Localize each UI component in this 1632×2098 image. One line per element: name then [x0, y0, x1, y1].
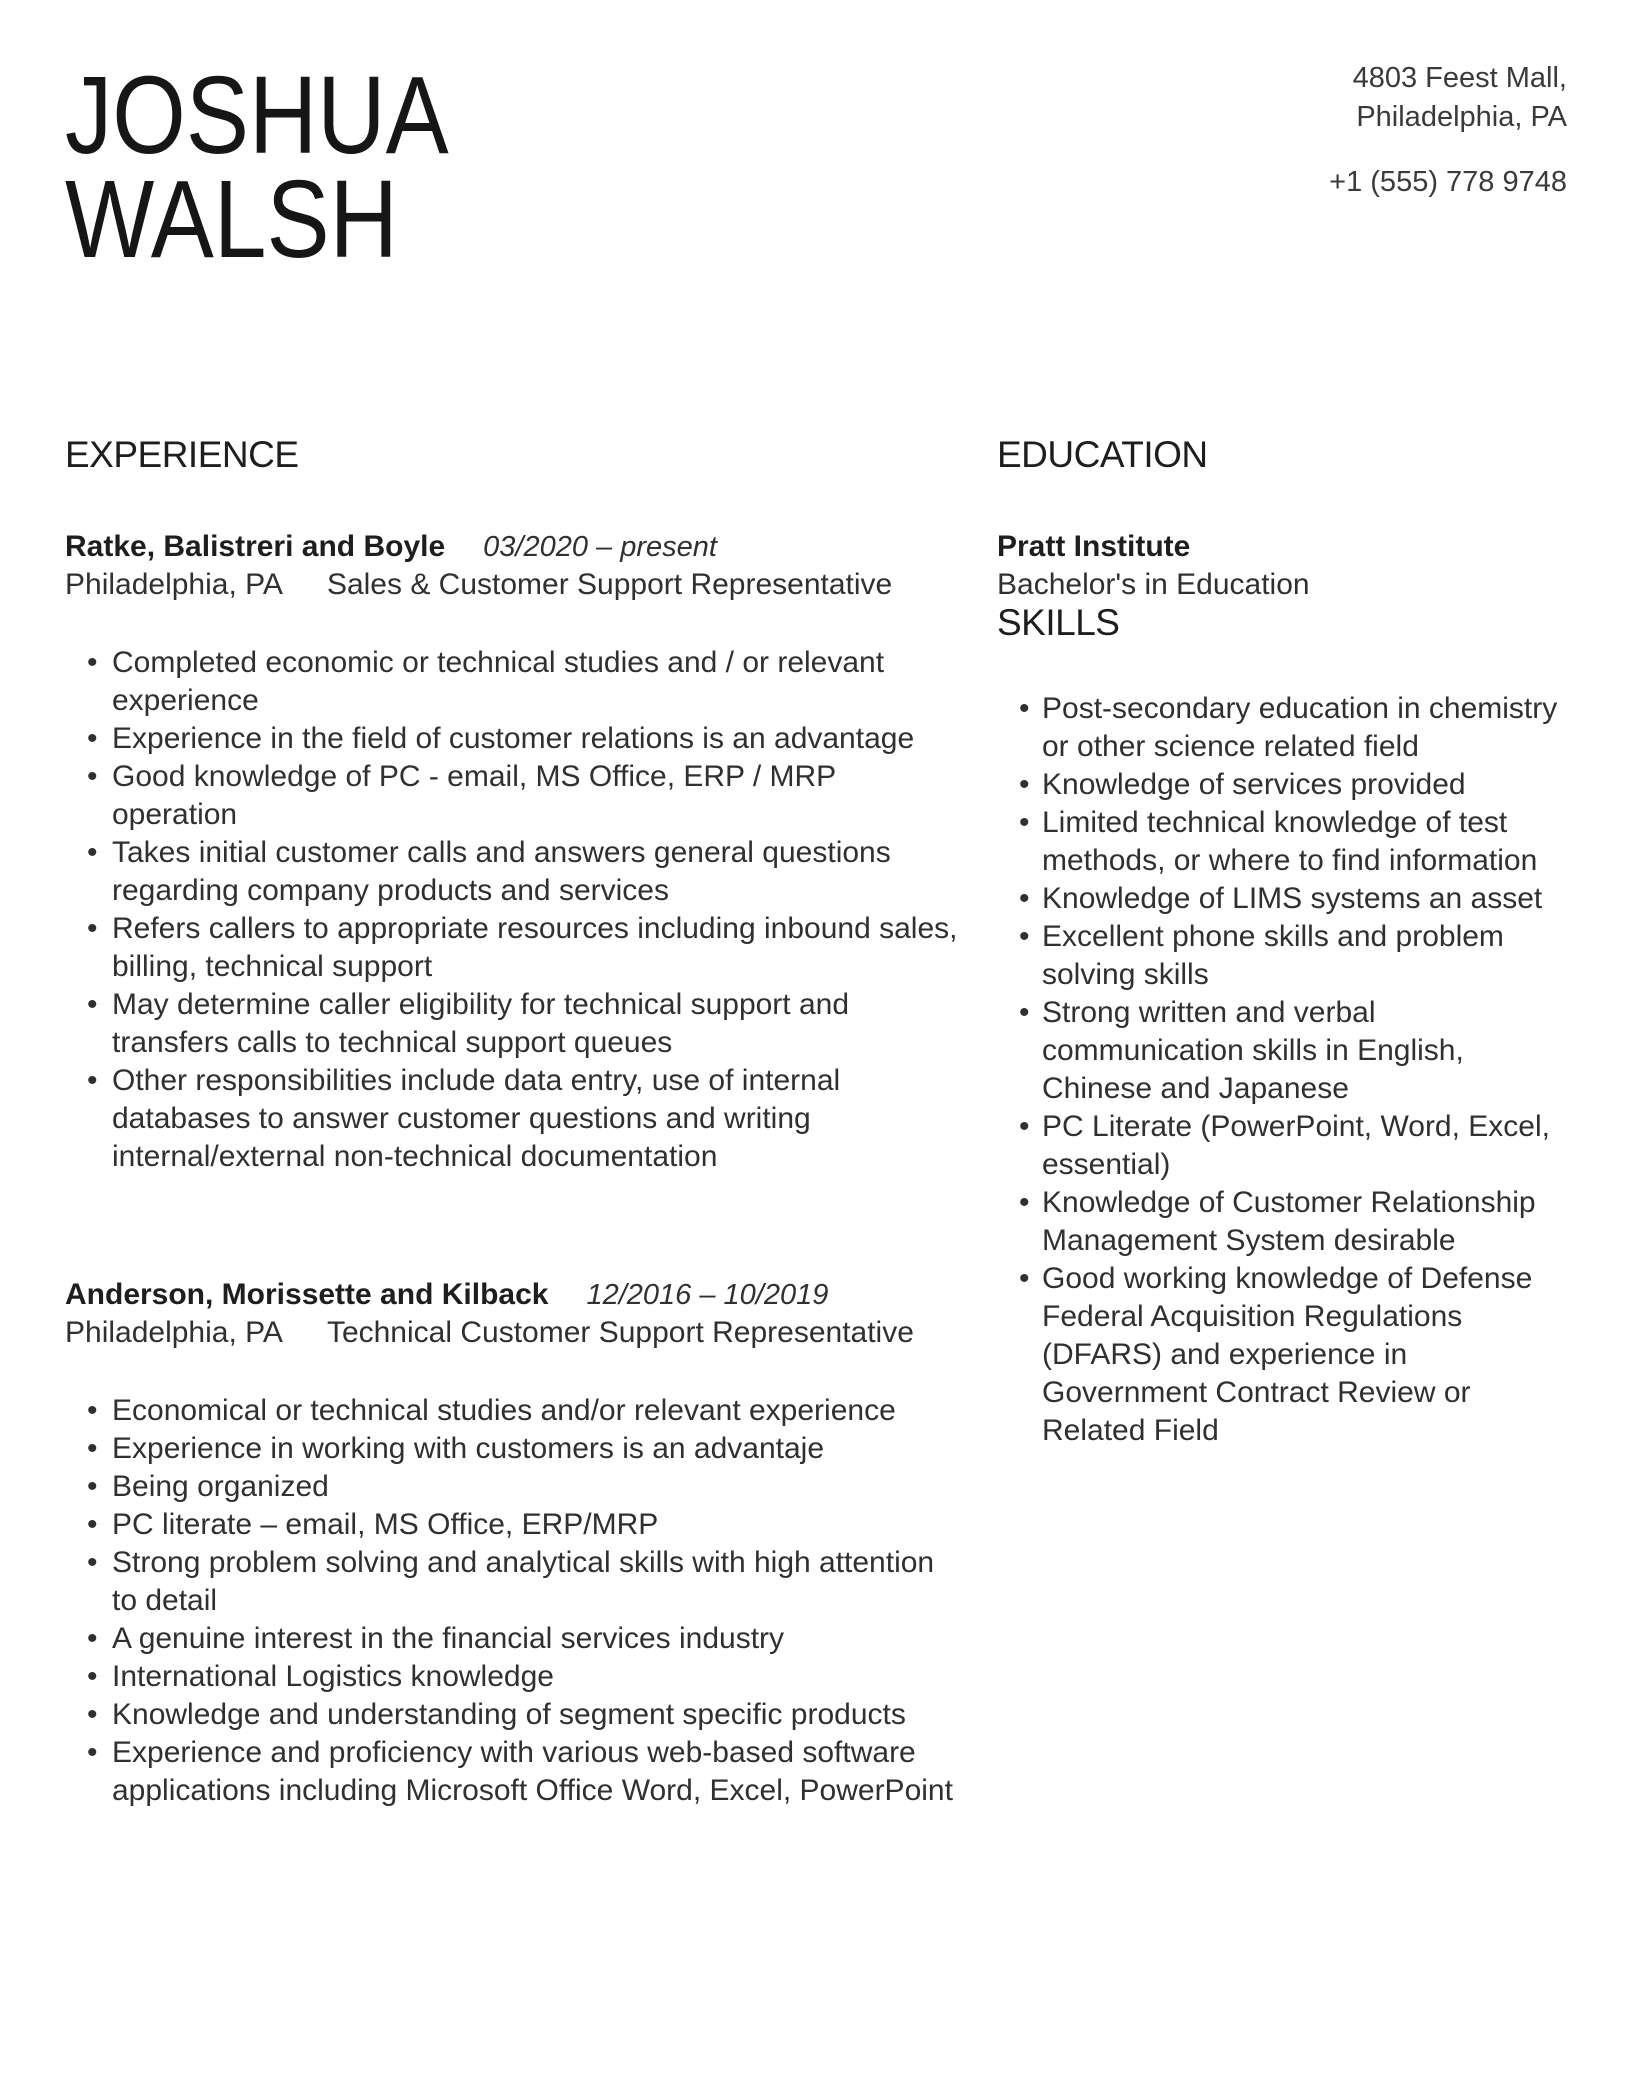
bullet-item: • Other responsibilities include data entry, use of internal databases to answer customer questions and writing internal/external non-technical documentation	[65, 1062, 966, 1176]
bullet-item: • Experience and proficiency with various web-based software applications including Microsoft Office Word, Excel, PowerPoint	[65, 1734, 966, 1810]
experience-section	[65, 436, 966, 1810]
bullet-item: • Knowledge of LIMS systems an asset	[997, 880, 1562, 918]
bullet-item: • Good knowledge of PC - email, MS Office, ERP / MRP operation	[65, 758, 966, 834]
bullet-item: • Refers callers to appropriate resources including inbound sales, billing, technical support	[65, 910, 966, 986]
job2-subline	[65, 1314, 966, 1352]
bullet-item: • Limited technical knowledge of test methods, or where to find information	[997, 804, 1562, 880]
bullet-item: • Post-secondary education in chemistry or other science related field	[997, 690, 1562, 766]
bullet-item: • Experience in the field of customer relations is an advantage	[65, 720, 966, 758]
education-school: Pratt Institute	[997, 530, 1191, 563]
bullet-item: • Takes initial customer calls and answers general questions regarding company products and services	[65, 834, 966, 910]
bullet-item: • Strong problem solving and analytical skills with high attention to detail	[65, 1544, 966, 1620]
resume-columns	[65, 436, 1567, 1810]
skills-section-title: SKILLS	[997, 602, 1120, 643]
bullet-item: • Experience in working with customers is an advantaje	[65, 1430, 966, 1468]
bullet-item: • May determine caller eligibility for technical support and transfers calls to technical support queues	[65, 986, 966, 1062]
bullet-item: • International Logistics knowledge	[65, 1658, 966, 1696]
contact-phone: +1 (555) 778 9748	[1329, 166, 1567, 198]
candidate-name-line1: JOSHUA	[65, 54, 449, 177]
job1-company: Ratke, Balistreri and Boyle	[65, 530, 446, 563]
bullet-item: • PC Literate (PowerPoint, Word, Excel, essential)	[997, 1108, 1562, 1184]
job2-role: Technical Customer Support Representative	[326, 1316, 914, 1349]
bullet-item: • Completed economic or technical studies and / or relevant experience	[65, 644, 966, 720]
skills-bullet-list	[997, 690, 1562, 1450]
education-section-title: EDUCATION	[997, 434, 1208, 475]
job2-bullet-list	[65, 1392, 966, 1810]
bullet-item: • Being organized	[65, 1468, 966, 1506]
contact-info	[1329, 59, 1567, 202]
job2-title-line	[65, 1276, 966, 1314]
candidate-name-line2: WALSH	[65, 158, 398, 281]
job1-location: Philadelphia, PA	[65, 568, 283, 601]
job1-title-line	[65, 528, 966, 566]
job1-role: Sales & Customer Support Representative	[326, 568, 893, 601]
resume-header	[65, 54, 1567, 281]
job-entry-2	[65, 1276, 966, 1810]
contact-address-line1: 4803 Feest Mall,	[1352, 62, 1567, 94]
candidate-name	[65, 54, 1357, 281]
bullet-item: • Knowledge and understanding of segment specific products	[65, 1696, 966, 1734]
job1-bullet-list	[65, 644, 966, 1176]
job2-location: Philadelphia, PA	[65, 1316, 283, 1349]
job1-dates: 03/2020 – present	[483, 531, 717, 563]
contact-address-line2: Philadelphia, PA	[1356, 101, 1567, 133]
job2-company: Anderson, Morissette and Kilback	[65, 1278, 549, 1311]
bullet-item: • PC literate – email, MS Office, ERP/MRP	[65, 1506, 966, 1544]
job-entry-1	[65, 528, 966, 1176]
bullet-item: • A genuine interest in the financial services industry	[65, 1620, 966, 1658]
bullet-item: • Knowledge of Customer Relationship Management System desirable	[997, 1184, 1562, 1260]
job1-subline	[65, 566, 966, 604]
bullet-item: • Economical or technical studies and/or relevant experience	[65, 1392, 966, 1430]
bullet-item: • Good working knowledge of Defense Federal Acquisition Regulations (DFARS) and experience in Government Contract Review or Related Field	[997, 1260, 1562, 1450]
right-column	[997, 436, 1562, 1810]
experience-section-title: EXPERIENCE	[65, 434, 299, 475]
bullet-item: • Excellent phone skills and problem solving skills	[997, 918, 1562, 994]
job2-dates: 12/2016 – 10/2019	[586, 1279, 829, 1311]
education-entry	[997, 528, 1562, 604]
bullet-item: • Strong written and verbal communication skills in English, Chinese and Japanese	[997, 994, 1562, 1108]
education-degree: Bachelor's in Education	[997, 568, 1310, 601]
bullet-item: • Knowledge of services provided	[997, 766, 1562, 804]
